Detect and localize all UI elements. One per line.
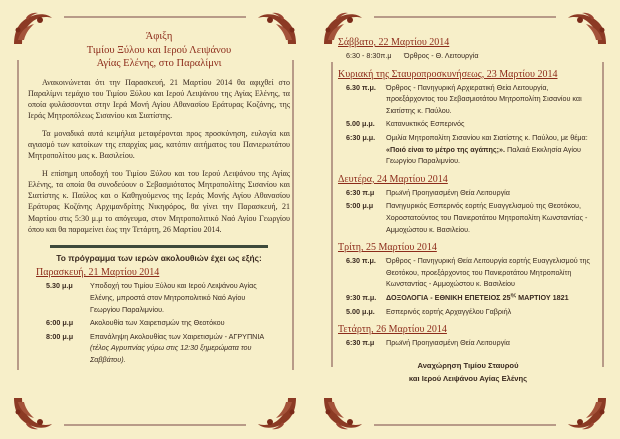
day-section <box>338 36 598 64</box>
frame-top-line <box>64 16 246 18</box>
corner-ornament-icon <box>566 396 610 432</box>
day-heading: Δευτέρα, 24 Μαρτίου 2014 <box>338 173 448 185</box>
schedule-item: 6:30 - 8:30π.μ Όρθρος - Θ. Λειτουργία <box>346 51 479 60</box>
frame-left-line <box>17 60 19 370</box>
separator <box>50 245 268 248</box>
announcement-paragraph: Η επίσημη υποδοχή του Τιμίου Ξύλου και του Ιερού Λειψάνου της Αγίας Ελένης, τα οποία θα συνοδεύουν ο Σεβασμιότατος Μητροπολίτης Σισανίου και Σιατίστης κ. Παύλος και ο Καθηγούμενος της Ιεράς Μονής Αγίου Αθανασίου Εράτυρας Κοζάνης Αρχιμανδρίτης Νικηφόρος, θα γίνει την Παρασκευή, 21 Μαρτίου στις 5:30 μ.μ το απόγευμα, στον Μητροπολιτικό Ναό Αγίου Γεωργίου όπου και θα παραμείνει έως την Τετάρτη, 26 Μαρτίου 2014. <box>28 168 290 235</box>
day-section <box>338 173 598 237</box>
announcement-paragraph: Τα μοναδικά αυτά κειμήλια μεταφέρονται προς προσκύνηση, ευλογία και αγιασμό των κατοίκων της επαρχίας μας, κατόπιν αιτήματος του Πανιερωτάτου Μητροπολίτου μας κ. Βασιλείου. <box>28 128 290 161</box>
schedule-item: 6:30 π.μ Πρωϊνή Προηγιασμένη Θεία Λειτουργία <box>346 187 510 197</box>
frame-left-line <box>331 62 333 367</box>
schedule-item: 6:30 μ.μ. Ομιλία Μητροπολίτη Σισανίου και Σιατίστης κ. Παύλου, με θέμα: «Ποιό είναι το μέτρο της αγάπης;». Παλαιά Εκκλησία Αγίου Γεωργίου Παραλιμνίου. <box>346 132 588 166</box>
day-heading: Τρίτη, 25 Μαρτίου 2014 <box>338 242 437 254</box>
schedule-item: 6:30 π.μ Πρωϊνή Προηγιασμένη Θεία Λειτουργία <box>346 338 510 348</box>
day-section <box>338 68 598 169</box>
page-title: Άφιξη Τιμίου Ξύλου και Ιερού Λειψάνου Αγίας Ελένης, στο Παραλίμνι <box>86 31 232 69</box>
right-content <box>338 36 598 385</box>
schedule-item: 9:30 π.μ. ΔΟΞΟΛΟΓΙΑ - ΕΘΝΙΚΗ ΕΠΕΤΕΙΟΣ $25^{\eta\varsigma}$ ΜΑΡΤΙΟΥ 1821 <box>346 292 569 302</box>
day-heading: Παρασκευή, 21 Μαρτίου 2014 <box>36 267 160 279</box>
schedule-item: 6.30 π.μ. Όρθρος - Πανηγυρική Αρχιερατική Θεία Λειτουργία, προεξάρχοντος του Σεβασμιοτάτου Μητροπολίτη Σισανίου και Σιατίστης κ. Παύλου. <box>346 82 582 115</box>
frame-top-line <box>374 16 556 18</box>
corner-ornament-icon <box>320 396 364 432</box>
departure-note: Αναχώρηση Τιμίου Σταυρού και Ιερού Λειψάνου Αγίας Ελένης <box>408 360 528 383</box>
frame-bottom-line <box>374 424 556 426</box>
schedule-item: 6:00 μ.μ Ακολουθία των Χαιρετισμών της Θεοτόκου <box>46 318 225 328</box>
schedule-item: 5.00 μ.μ. Κατανυκτικός Εσπερινός <box>346 119 465 129</box>
day-heading: Τετάρτη, 26 Μαρτίου 2014 <box>338 324 447 336</box>
day-heading: Κυριακή της Σταυροπροσκυνήσεως, 23 Μαρτίου 2014 <box>338 68 558 80</box>
schedule-title: Το πρόγραμμα των ιερών ακολουθιών έχει ως εξής: <box>56 253 262 264</box>
schedule-item: 8:00 μ.μ Επανάληψη Ακολουθίας των Χαιρετισμών - ΑΓΡΥΠΝΙΑ (τέλος Αγρυπνίας γύρω στις 12:30 ξημερώματα του Σαββάτου). <box>46 331 264 364</box>
announcement-paragraph: Ανακοινώνεται ότι την Παρασκευή, 21 Μαρτίου 2014 θα αφιχθεί στο Παραλίμνι τεμάχιο του Τιμίου Ξύλου και Ιερού Λειψάνου της Αγίας Ελένης, τα οποία φυλάσσονται στην Ιερά Μονή Αγίου Αθανασίου Εράτυρας Κοζάνης, της Ιεράς Μητροπόλεως Σισανίου και Σιατίστης. <box>28 77 290 121</box>
corner-ornament-icon <box>256 396 300 432</box>
day-section <box>338 241 598 319</box>
day-section <box>28 266 276 367</box>
schedule-item: 6.30 π.μ. Όρθρος - Πανηγυρική Θεία Λειτουργία εορτής Ευαγγελισμού της Θεοτόκου, προεξάρχοντος του Πανιεροτάτου Μητροπολίτη Κωνσταντίας - Αμμοχώστου κ. Βασιλείου <box>346 256 590 289</box>
right-panel <box>310 0 620 439</box>
day-heading: Σάββατο, 22 Μαρτίου 2014 <box>338 37 450 48</box>
schedule-item: 5.00 μ.μ. Εσπερινός εορτής Αρχαγγέλου Γαβριήλ <box>346 306 512 316</box>
frame-bottom-line <box>64 424 246 426</box>
day-section <box>338 323 598 351</box>
frame-right-line <box>602 62 604 367</box>
corner-ornament-icon <box>10 396 54 432</box>
schedule-item: 5:00 μ.μ Πανηγυρικός Εσπερινός εορτής Ευαγγελισμού της Θεοτόκου, Χοροστατούντος του Πανιεροτάτου Μητροπολίτη Κωνσταντίας - Αμμοχώστου κ. Βασιλείου. <box>346 201 588 234</box>
schedule-item: 5.30 μ.μ Υποδοχή του Τιμίου Ξύλου και Ιερού Λειψάνου Αγίας Ελένης, μπροστά στον Μητροπολιτικό Ναό Αγίου Γεωργίου Παραλιμνίου. <box>46 281 257 314</box>
frame-right-line <box>292 60 294 370</box>
left-content <box>28 30 290 372</box>
